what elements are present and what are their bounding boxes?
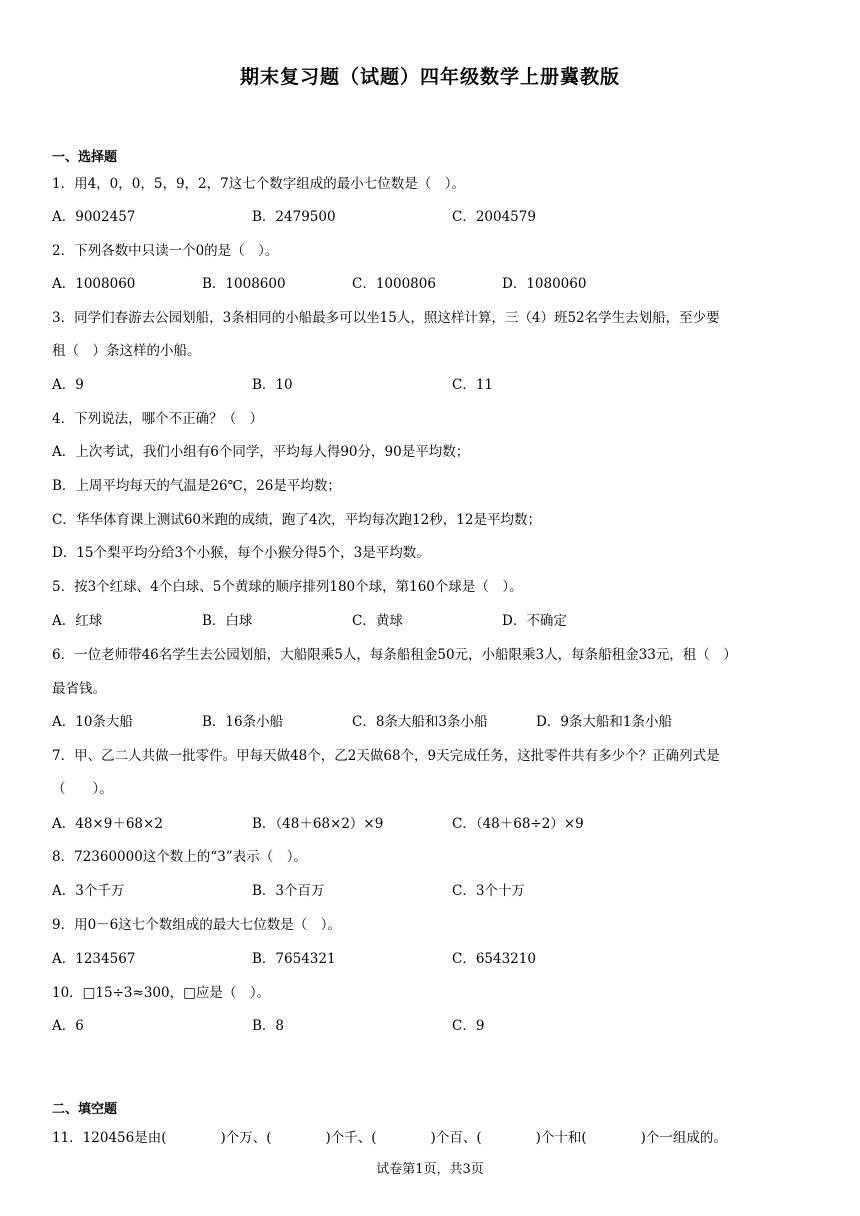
q2-option-d: D．1080060: [502, 276, 587, 292]
q6-option-d: D．9条大船和1条小船: [536, 714, 673, 730]
q4-option-c: C．华华体育课上测试60米跑的成绩，跑了4次，平均每次跑12秒，12是平均数；: [52, 512, 541, 528]
q9-option-c: C．6543210: [452, 951, 536, 967]
question-9: 9．用0－6这七个数组成的最大七位数是（ ）。: [52, 917, 342, 933]
q4-option-d: D．15个梨平均分给3个小猴，每个小猴分得5个，3是平均数。: [52, 545, 430, 561]
q2-option-a: A．1008060: [52, 276, 136, 292]
page-title: 期末复习题（试题）四年级数学上册冀教版: [239, 66, 620, 88]
q8-option-b: B．3个百万: [252, 883, 325, 899]
question-1: 1．用4，0，0，5，9，2，7这七个数字组成的最小七位数是（ ）。: [52, 176, 465, 192]
question-7-line-2: （ ）。: [52, 781, 113, 797]
q8-option-c: C．3个十万: [452, 883, 525, 899]
question-6-line-1: 6．一位老师带46名学生去公园划船，大船限乘5人，每条船租金50元，小船限乘3人，每条船租金33元，租（ ）: [52, 647, 737, 663]
q5-option-d: D．不确定: [502, 613, 567, 629]
section-heading-choice: 一、选择题: [52, 150, 118, 165]
question-5: 5．按3个红球、4个白球、5个黄球的顺序排列180个球，第160个球是（ ）。: [52, 579, 523, 595]
q3-option-b: B．10: [252, 377, 293, 393]
q9-option-a: A．1234567: [52, 951, 136, 967]
q8-option-a: A．3个千万: [52, 883, 125, 899]
q10-option-a: A．6: [52, 1018, 84, 1034]
question-3-line-1: 3．同学们春游去公园划船，3条相同的小船最多可以坐15人，照这样计算，三（4）班52名学生去划船，至少要: [52, 310, 720, 326]
q5-option-a: A．红球: [52, 613, 103, 629]
q3-option-c: C．11: [452, 377, 494, 393]
q6-option-a: A．10条大船: [52, 714, 133, 730]
q3-option-a: A．9: [52, 377, 84, 393]
q10-option-b: B．8: [252, 1018, 285, 1034]
question-6-line-2: 最省钱。: [52, 681, 106, 697]
q7-option-a: A．48×9＋68×2: [52, 816, 163, 832]
question-2: 2．下列各数中只读一个0的是（ ）。: [52, 243, 279, 259]
question-10: 10．□15÷3≈300，□应是（ ）。: [52, 985, 271, 1001]
q4-option-b: B．上周平均每天的气温是26℃，26是平均数；: [52, 478, 341, 494]
q9-option-b: B．7654321: [252, 951, 336, 967]
section-heading-fill-in: 二、填空题: [52, 1102, 118, 1117]
q4-option-a: A．上次考试，我们小组有6个同学，平均每人得90分，90是平均数；: [52, 444, 470, 460]
question-3-line-2: 租（ ）条这样的小船。: [52, 343, 201, 359]
q6-option-b: B．16条小船: [202, 714, 284, 730]
q10-option-c: C．9: [452, 1018, 485, 1034]
q1-option-a: A．9002457: [52, 209, 136, 225]
q6-option-c: C．8条大船和3条小船: [352, 714, 488, 730]
q5-option-c: C．黄球: [352, 613, 403, 629]
q5-option-b: B．白球: [202, 613, 253, 629]
question-4: 4．下列说法，哪个不正确？（ ）: [52, 411, 264, 427]
page-footer: 试卷第1页，共3页: [376, 1162, 484, 1177]
question-7-line-1: 7．甲、乙二人共做一批零件。甲每天做48个，乙2天做68个，9天完成任务，这批零件共有多少个？正确列式是: [52, 748, 720, 764]
q7-option-c: C．（48＋68÷2）×9: [452, 816, 584, 832]
q2-option-c: C．1000806: [352, 276, 436, 292]
q1-option-b: B．2479500: [252, 209, 336, 225]
q2-option-b: B．1008600: [202, 276, 286, 292]
q1-option-c: C．2004579: [452, 209, 536, 225]
q7-option-b: B．（48＋68×2）×9: [252, 816, 384, 832]
question-8: 8．72360000这个数上的“3”表示（ ）。: [52, 849, 307, 865]
question-11: 11．120456是由( )个万、( )个千、( )个百、( )个十和( )个一组成的。: [52, 1130, 727, 1146]
